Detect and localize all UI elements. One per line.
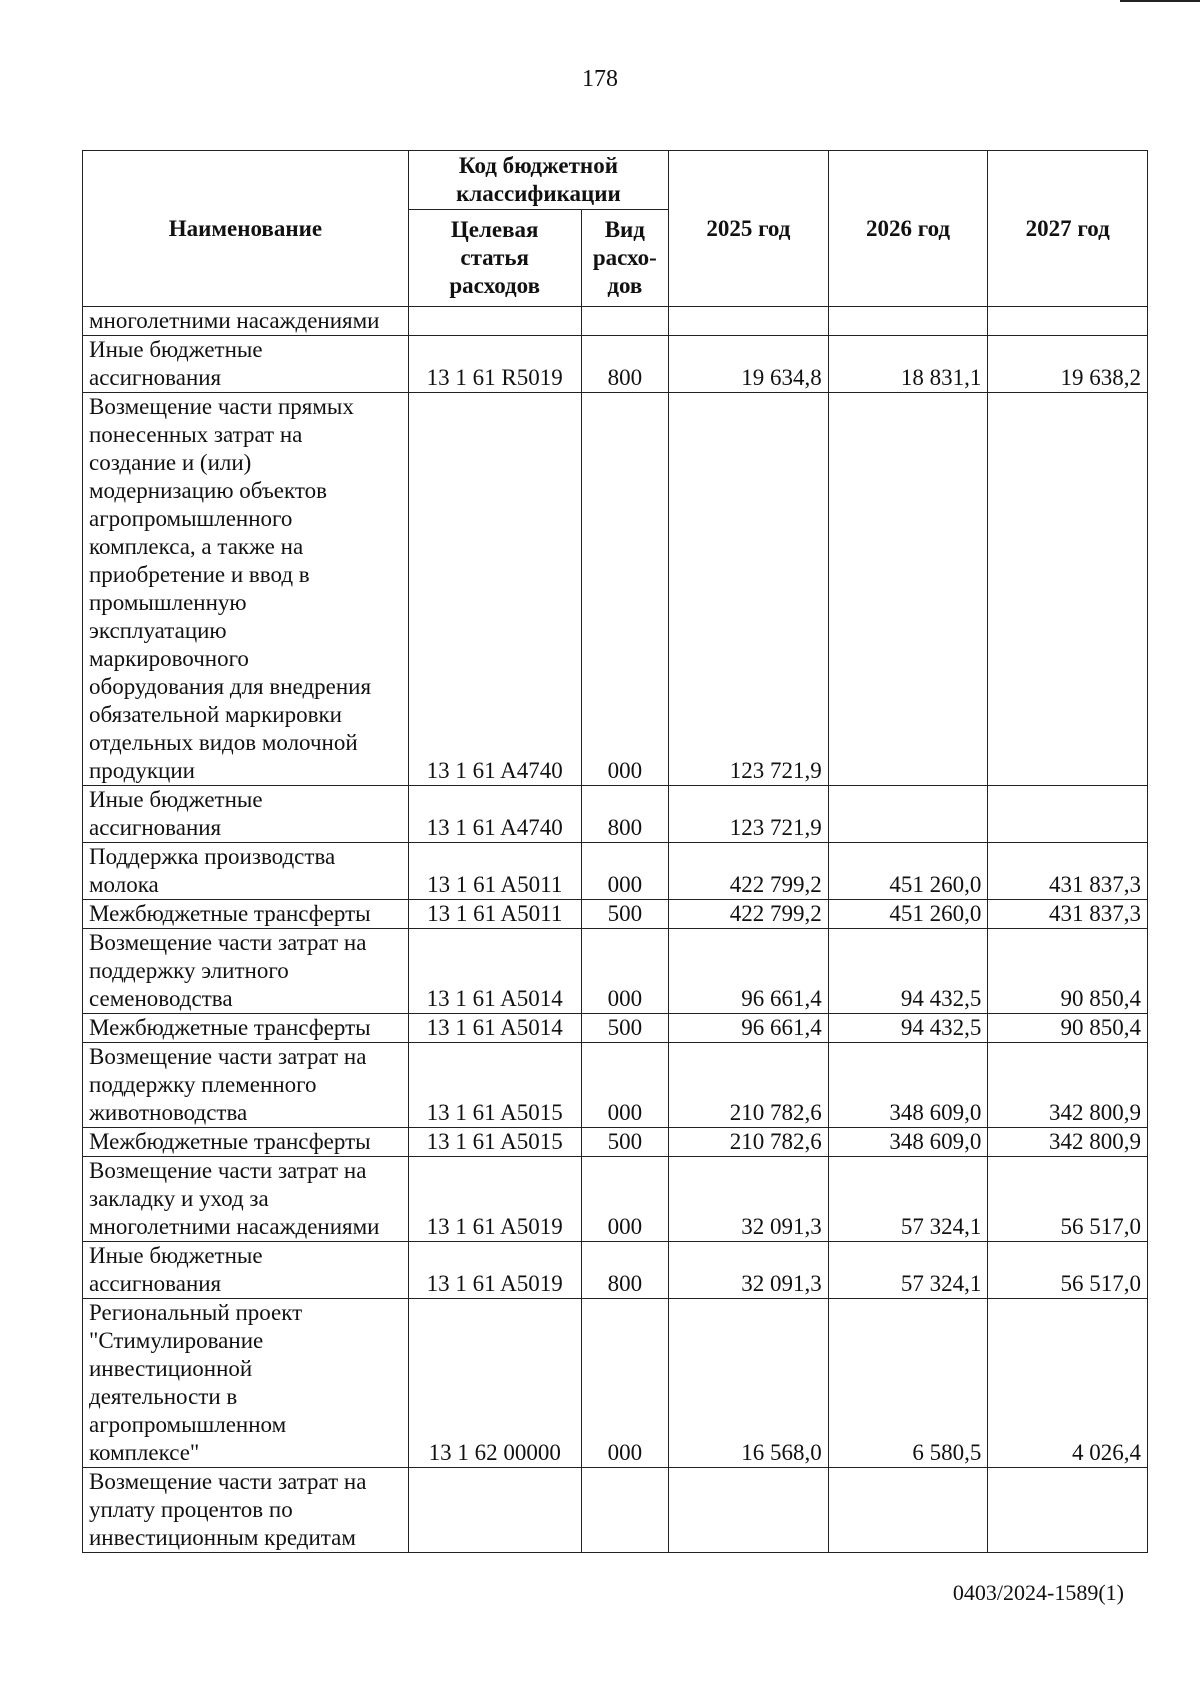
row-expense-type-cell: 000 <box>581 1043 668 1128</box>
row-2027-cell <box>988 393 1148 786</box>
row-2027-cell <box>988 1468 1148 1553</box>
row-name-cell <box>83 786 409 843</box>
row-target-article-cell: 13 1 61 A5019 <box>408 1157 581 1242</box>
row-2025-cell <box>669 1468 829 1553</box>
row-expense-type-cell: 500 <box>581 1014 668 1043</box>
row-name-cell <box>83 843 409 900</box>
row-2025-cell: 32 091,3 <box>669 1157 829 1242</box>
row-2025-cell <box>669 307 829 336</box>
row-target-article-cell: 13 1 61 A5014 <box>408 1014 581 1043</box>
row-name-cell <box>83 1043 409 1128</box>
row-2027-cell: 56 517,0 <box>988 1157 1148 1242</box>
row-2026-cell: 18 831,1 <box>828 336 988 393</box>
row-2026-cell: 94 432,5 <box>828 929 988 1014</box>
row-name-cell <box>83 900 409 929</box>
row-2025-cell: 96 661,4 <box>669 929 829 1014</box>
row-2027-cell: 56 517,0 <box>988 1242 1148 1299</box>
row-2027-cell <box>988 307 1148 336</box>
row-name-text: многолетними насаждениями <box>89 308 380 333</box>
row-name-cell <box>83 929 409 1014</box>
row-2025-cell: 123 721,9 <box>669 786 829 843</box>
row-name-text: Возмещение части прямых понесенных затрат на создание и (или) модернизацию объектов агропромышленного комплекса, а также на приобретение и ввод в промышленную эксплуатацию маркировочного оборудования для внедрения обязательной маркировки отдельных видов молочной продукции <box>89 394 372 783</box>
row-target-article-cell: 13 1 61 A5014 <box>408 929 581 1014</box>
header-target-article: Целевая статья расходов <box>408 210 581 307</box>
row-expense-type-cell: 000 <box>581 1157 668 1242</box>
row-2025-cell: 96 661,4 <box>669 1014 829 1043</box>
row-name-cell <box>83 1014 409 1043</box>
row-name-text: Возмещение части затрат на поддержку элитного семеноводства <box>89 930 367 1011</box>
table-row <box>83 843 1148 900</box>
table-row <box>83 900 1148 929</box>
row-2026-cell <box>828 786 988 843</box>
row-2025-cell: 422 799,2 <box>669 843 829 900</box>
table-row <box>83 786 1148 843</box>
header-2025: 2025 год <box>669 151 829 307</box>
table-row <box>83 1157 1148 1242</box>
row-2026-cell <box>828 393 988 786</box>
row-name-cell <box>83 1242 409 1299</box>
row-name-text: Возмещение части затрат на поддержку племенного животноводства <box>89 1044 367 1125</box>
row-2026-cell: 451 260,0 <box>828 900 988 929</box>
row-target-article-cell <box>408 307 581 336</box>
row-2026-cell: 348 609,0 <box>828 1043 988 1128</box>
row-expense-type-cell: 000 <box>581 393 668 786</box>
row-target-article-cell <box>408 1468 581 1553</box>
row-target-article-cell: 13 1 61 R5019 <box>408 336 581 393</box>
document-code: 0403/2024-1589(1) <box>952 1580 1124 1605</box>
row-2027-cell <box>988 786 1148 843</box>
row-2027-cell: 431 837,3 <box>988 843 1148 900</box>
row-2026-cell <box>828 1468 988 1553</box>
row-name-text: Межбюджетные трансферты <box>89 1015 371 1040</box>
row-target-article-cell: 13 1 61 A5015 <box>408 1128 581 1157</box>
table-row <box>83 1043 1148 1128</box>
row-name-cell <box>83 1299 409 1468</box>
row-name-text: Межбюджетные трансферты <box>89 901 371 926</box>
table-row <box>83 1128 1148 1157</box>
budget-table <box>82 150 1148 1553</box>
row-2026-cell: 94 432,5 <box>828 1014 988 1043</box>
row-2025-cell: 210 782,6 <box>669 1043 829 1128</box>
row-2026-cell: 6 580,5 <box>828 1299 988 1468</box>
row-expense-type-cell: 800 <box>581 1242 668 1299</box>
header-2026: 2026 год <box>828 151 988 307</box>
row-2027-cell: 431 837,3 <box>988 900 1148 929</box>
table-row <box>83 929 1148 1014</box>
row-2026-cell: 451 260,0 <box>828 843 988 900</box>
row-2025-cell: 123 721,9 <box>669 393 829 786</box>
header-2027: 2027 год <box>988 151 1148 307</box>
row-target-article-cell: 13 1 61 A4740 <box>408 786 581 843</box>
row-expense-type-cell: 500 <box>581 1128 668 1157</box>
row-expense-type-cell: 800 <box>581 336 668 393</box>
header-expense-type: Вид расхо-дов <box>581 210 668 307</box>
table-row <box>83 1468 1148 1553</box>
row-name-cell <box>83 1157 409 1242</box>
row-expense-type-cell: 800 <box>581 786 668 843</box>
page-number: 178 <box>582 66 618 92</box>
row-expense-type-cell: 500 <box>581 900 668 929</box>
row-2027-cell: 90 850,4 <box>988 929 1148 1014</box>
row-name-text: Иные бюджетные ассигнования <box>89 787 263 840</box>
row-target-article-cell: 13 1 61 A4740 <box>408 393 581 786</box>
row-name-text: Региональный проект "Стимулирование инвестиционной деятельности в агропромышленном комплексе" <box>89 1300 303 1465</box>
row-name-cell <box>83 336 409 393</box>
table-row <box>83 1014 1148 1043</box>
row-name-text: Иные бюджетные ассигнования <box>89 337 263 390</box>
row-expense-type-cell <box>581 1468 668 1553</box>
row-2027-cell: 342 800,9 <box>988 1043 1148 1128</box>
row-target-article-cell: 13 1 62 00000 <box>408 1299 581 1468</box>
row-name-text: Межбюджетные трансферты <box>89 1129 371 1154</box>
table-row <box>83 336 1148 393</box>
row-2027-cell: 342 800,9 <box>988 1128 1148 1157</box>
row-2027-cell: 4 026,4 <box>988 1299 1148 1468</box>
row-name-text: Возмещение части затрат на уплату процентов по инвестиционным кредитам <box>89 1469 367 1550</box>
row-target-article-cell: 13 1 61 A5011 <box>408 900 581 929</box>
row-2025-cell: 19 634,8 <box>669 336 829 393</box>
header-name: Наименование <box>83 151 409 307</box>
row-name-cell <box>83 1468 409 1553</box>
row-name-cell <box>83 1128 409 1157</box>
row-2025-cell: 210 782,6 <box>669 1128 829 1157</box>
table-row <box>83 393 1148 786</box>
table-body <box>83 307 1148 1553</box>
table-header <box>83 151 1148 307</box>
row-name-cell <box>83 307 409 336</box>
row-expense-type-cell: 000 <box>581 929 668 1014</box>
row-target-article-cell: 13 1 61 A5019 <box>408 1242 581 1299</box>
row-name-cell <box>83 393 409 786</box>
row-target-article-cell: 13 1 61 A5011 <box>408 843 581 900</box>
table-row <box>83 307 1148 336</box>
row-2026-cell: 348 609,0 <box>828 1128 988 1157</box>
row-2025-cell: 16 568,0 <box>669 1299 829 1468</box>
row-2026-cell: 57 324,1 <box>828 1157 988 1242</box>
row-2025-cell: 422 799,2 <box>669 900 829 929</box>
row-2026-cell: 57 324,1 <box>828 1242 988 1299</box>
row-expense-type-cell <box>581 307 668 336</box>
row-expense-type-cell: 000 <box>581 1299 668 1468</box>
header-kbk-group: Код бюджетной классификации <box>408 151 668 210</box>
row-2027-cell: 90 850,4 <box>988 1014 1148 1043</box>
table-row <box>83 1299 1148 1468</box>
table-row <box>83 1242 1148 1299</box>
row-2026-cell <box>828 307 988 336</box>
row-expense-type-cell: 000 <box>581 843 668 900</box>
row-target-article-cell: 13 1 61 A5015 <box>408 1043 581 1128</box>
row-name-text: Иные бюджетные ассигнования <box>89 1243 263 1296</box>
row-name-text: Поддержка производства молока <box>89 844 336 897</box>
row-name-text: Возмещение части затрат на закладку и уход за многолетними насаждениями <box>89 1158 380 1239</box>
row-2027-cell: 19 638,2 <box>988 336 1148 393</box>
row-2025-cell: 32 091,3 <box>669 1242 829 1299</box>
top-edge-rule <box>1120 0 1200 2</box>
